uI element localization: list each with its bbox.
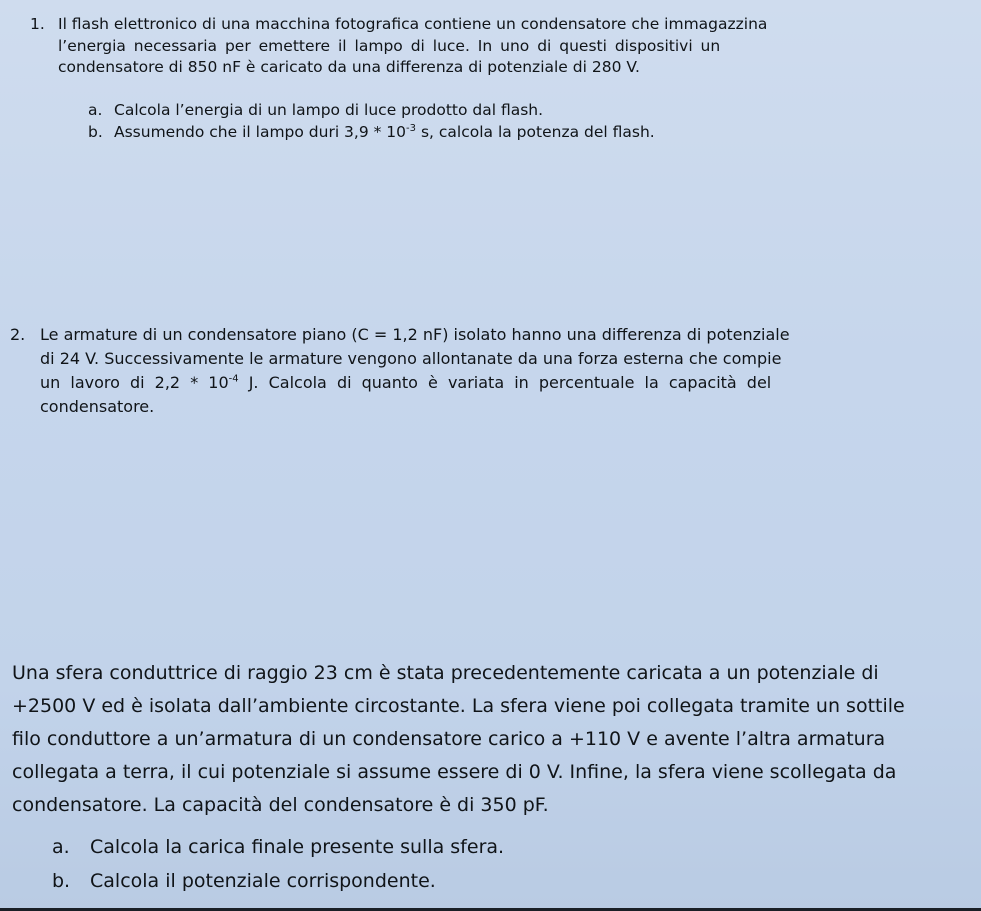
question-2-text bbox=[40, 323, 940, 419]
question-1-number: 1. bbox=[30, 15, 45, 33]
question-1-part-a-text: Calcola l’energia di un lampo di luce prodotto dal flash. bbox=[114, 101, 544, 119]
question-1-line-3: condensatore di 850 nF è caricato da una differenza di potenziale di 280 V. bbox=[58, 58, 640, 76]
question-2-line-3-end: J. Calcola di quanto è variata in percentuale la capacità del bbox=[238, 373, 772, 392]
question-2-line-4: condensatore. bbox=[40, 397, 155, 416]
question-3-part-b-text: Calcola il potenziale corrispondente. bbox=[90, 870, 436, 892]
question-3-line-3: filo conduttore a un’armatura di un condensatore carico a +110 V e avente l’altra armatura bbox=[12, 728, 886, 750]
question-2-line-3-start: un lavoro di 2,2 * 10 bbox=[40, 373, 229, 392]
question-2-exponent: -4 bbox=[228, 373, 239, 385]
question-1-part-b-exponent: -3 bbox=[406, 122, 417, 134]
question-2-line-3 bbox=[40, 371, 940, 395]
question-1-text bbox=[58, 14, 910, 79]
question-2-line-2: di 24 V. Successivamente le armature vengono allontanate da una forza esterna che compie bbox=[40, 349, 782, 368]
question-1-line-2: l’energia necessaria per emettere il lampo di luce. In uno di questi dispositivi un bbox=[58, 36, 721, 55]
question-3-part-b bbox=[52, 865, 436, 897]
question-3-part-a bbox=[52, 831, 504, 863]
question-2-number: 2. bbox=[10, 325, 26, 344]
question-3-line-1: Una sfera conduttrice di raggio 23 cm è stata precedentemente caricata a un potenziale di bbox=[12, 662, 879, 684]
question-1-part-b-text-end: s, calcola la potenza del flash. bbox=[416, 123, 655, 141]
question-3-part-a-text: Calcola la carica finale presente sulla sfera. bbox=[90, 836, 505, 858]
question-1-part-b-text: Assumendo che il lampo duri 3,9 * 10 bbox=[114, 123, 407, 141]
question-1-part-a-label: a. bbox=[88, 101, 103, 119]
question-3-line-4: collegata a terra, il cui potenziale si assume essere di 0 V. Infine, la sfera viene scollegata da bbox=[12, 761, 897, 783]
question-1 bbox=[30, 14, 910, 79]
question-3-part-a-label: a. bbox=[52, 836, 70, 858]
question-1-part-b-label: b. bbox=[88, 123, 103, 141]
question-2 bbox=[10, 323, 940, 419]
question-2-line-1: Le armature di un condensatore piano (C = 1,2 nF) isolato hanno una differenza di potenziale bbox=[40, 325, 790, 344]
question-3-part-b-label: b. bbox=[52, 870, 71, 892]
question-3-line-5: condensatore. La capacità del condensatore è di 350 pF. bbox=[12, 794, 549, 816]
question-1-part-b bbox=[88, 122, 655, 144]
question-1-part-a bbox=[88, 100, 543, 122]
question-1-line-1: Il flash elettronico di una macchina fotografica contiene un condensatore che immagazzina bbox=[58, 15, 768, 33]
question-3-line-2: +2500 V ed è isolata dall’ambiente circostante. La sfera viene poi collegata tramite un sottile bbox=[12, 695, 905, 717]
question-3-text bbox=[12, 657, 981, 822]
